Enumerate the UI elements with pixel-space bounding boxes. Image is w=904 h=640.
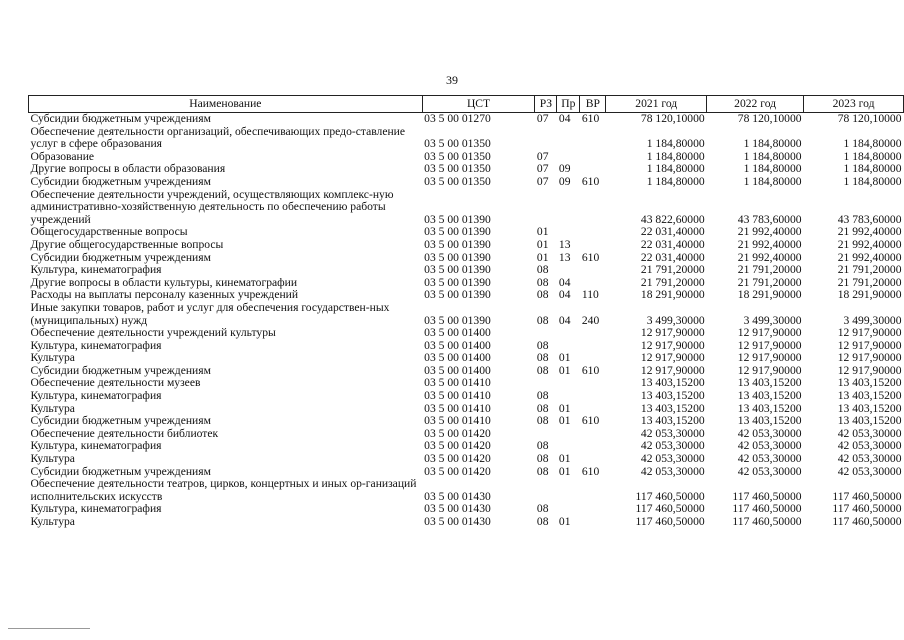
- cell-pr: 01: [558, 415, 571, 428]
- table-row: [29, 466, 904, 479]
- cell-vr: 240: [581, 313, 600, 327]
- cell-y2023: 1 184,80000: [843, 137, 902, 151]
- cell-cst: 03 5 00 01390: [424, 238, 491, 251]
- cell-rz: 08: [536, 289, 549, 302]
- cell-y2022: 21 992,40000: [737, 238, 802, 251]
- cell-rz: 01: [536, 251, 549, 264]
- cell-pr: 13: [558, 251, 571, 264]
- cell-y2021: 42 053,30000: [640, 440, 705, 453]
- cell-y2023: 21 992,40000: [837, 226, 902, 239]
- cell-y2022: 1 184,80000: [743, 175, 802, 188]
- cell-pr: 01: [558, 465, 571, 478]
- cell-y2022: 12 917,90000: [737, 327, 802, 340]
- table-row: [29, 453, 904, 466]
- cell-rz: 08: [536, 516, 549, 528]
- cell-cst: 03 5 00 01420: [424, 440, 491, 453]
- table-row: [29, 478, 904, 503]
- cell-rz: 08: [536, 415, 549, 428]
- cell-cst: 03 5 00 01390: [424, 289, 491, 302]
- cell-pr: [557, 126, 580, 151]
- cell-rz: 07: [536, 163, 549, 176]
- cell-y2021: 13 403,15200: [640, 377, 705, 390]
- table-row: [29, 403, 904, 416]
- cell-name: Общегосударственные вопросы: [30, 226, 188, 239]
- cell-rz: 08: [536, 313, 549, 327]
- cell-name: Культура, кинематография: [30, 503, 162, 516]
- cell-y2023: 18 291,90000: [837, 289, 902, 302]
- table-row: [29, 189, 904, 227]
- cell-vr: [580, 277, 606, 290]
- cell-rz: 08: [536, 352, 549, 365]
- cell-y2021: 3 499,30000: [646, 313, 705, 327]
- cell-name: Культура, кинематография: [30, 390, 162, 403]
- cell-y2023: 117 460,50000: [832, 489, 902, 503]
- cell-name: Культура, кинематография: [30, 339, 162, 352]
- cell-cst: 03 5 00 01350: [424, 150, 491, 163]
- cell-vr: 610: [581, 465, 600, 478]
- cell-name: Культура: [30, 516, 75, 528]
- cell-y2021: 22 031,40000: [640, 251, 705, 264]
- cell-cst: 03 5 00 01270: [424, 112, 491, 125]
- cell-y2021: 13 403,15200: [640, 402, 705, 415]
- cell-rz: 07: [536, 112, 549, 125]
- cell-vr: [580, 377, 606, 390]
- cell-pr: [557, 440, 580, 453]
- cell-y2022: 1 184,80000: [743, 163, 802, 176]
- page-number: 39: [446, 73, 458, 87]
- cell-name: Другие общегосударственные вопросы: [30, 238, 224, 251]
- cell-rz: 08: [536, 364, 549, 377]
- table-row: [29, 428, 904, 441]
- cell-y2021: 13 403,15200: [640, 390, 705, 403]
- cell-vr: [580, 163, 606, 176]
- cell-y2023: 13 403,15200: [837, 390, 902, 403]
- cell-cst: 03 5 00 01400: [424, 352, 491, 365]
- cell-y2021: 12 917,90000: [640, 339, 705, 352]
- cell-pr: [557, 264, 580, 277]
- cell-vr: [580, 390, 606, 403]
- table-row: [29, 252, 904, 265]
- table-row: [29, 113, 904, 126]
- cell-y2022: 21 791,20000: [737, 264, 802, 277]
- cell-pr: 04: [558, 313, 571, 327]
- cell-pr: 01: [558, 352, 571, 365]
- cell-cst: 03 5 00 01420: [424, 453, 491, 466]
- cell-y2021: 12 917,90000: [640, 352, 705, 365]
- cell-y2023: 13 403,15200: [837, 402, 902, 415]
- cell-y2023: 21 992,40000: [837, 238, 902, 251]
- table-row: [29, 440, 904, 453]
- cell-y2023: 12 917,90000: [837, 364, 902, 377]
- cell-y2022: 13 403,15200: [737, 377, 802, 390]
- cell-pr: 13: [558, 238, 571, 251]
- cell-rz: 08: [536, 465, 549, 478]
- cell-pr: [557, 428, 580, 441]
- cell-vr: [580, 428, 606, 441]
- cell-y2023: 12 917,90000: [837, 352, 902, 365]
- cell-vr: [580, 151, 606, 164]
- table-row: [29, 176, 904, 189]
- table-row: [29, 277, 904, 290]
- table-row: [29, 390, 904, 403]
- table-row: [29, 264, 904, 277]
- cell-rz: 08: [536, 503, 549, 516]
- cell-rz: 01: [536, 226, 549, 239]
- cell-y2021: 42 053,30000: [640, 427, 705, 440]
- cell-y2021: 18 291,90000: [640, 289, 705, 302]
- header-2022: 2022 год: [707, 96, 804, 113]
- cell-vr: [580, 516, 606, 529]
- cell-cst: 03 5 00 01350: [424, 175, 491, 188]
- table-row: [29, 226, 904, 239]
- cell-pr: [557, 390, 580, 403]
- cell-y2022: 78 120,10000: [737, 112, 802, 125]
- cell-name: Обеспечение деятельности организаций, обеспечивающих предо-ставление услуг в сфере образования: [30, 125, 406, 151]
- cell-pr: [557, 151, 580, 164]
- cell-name: Культура, кинематография: [30, 264, 162, 277]
- cell-y2023: 43 783,60000: [837, 212, 902, 226]
- table-row: [29, 340, 904, 353]
- table-row: [29, 239, 904, 252]
- cell-name: Обеспечение деятельности театров, цирков, концертных и иных ор-ганизаций исполнительских искусств: [30, 478, 417, 503]
- cell-vr: [580, 403, 606, 416]
- cell-y2022: 117 460,50000: [732, 489, 802, 503]
- cell-y2022: 1 184,80000: [743, 150, 802, 163]
- table-row: [29, 503, 904, 516]
- cell-y2022: 18 291,90000: [737, 289, 802, 302]
- cell-cst: 03 5 00 01420: [424, 465, 491, 478]
- table-row: [29, 289, 904, 302]
- cell-cst: 03 5 00 01390: [424, 264, 491, 277]
- cell-cst: 03 5 00 01400: [424, 327, 491, 340]
- page-edge-line: [8, 628, 90, 629]
- table-row: [29, 365, 904, 378]
- cell-y2022: 21 992,40000: [737, 251, 802, 264]
- cell-y2023: 117 460,50000: [832, 503, 902, 516]
- cell-y2021: 42 053,30000: [640, 465, 705, 478]
- cell-vr: [580, 189, 606, 227]
- cell-cst: 03 5 00 01390: [424, 251, 491, 264]
- cell-pr: 04: [558, 112, 571, 125]
- cell-name: Обеспечение деятельности библиотек: [30, 427, 219, 440]
- cell-rz: [535, 126, 557, 151]
- cell-pr: 01: [558, 364, 571, 377]
- cell-y2021: 1 184,80000: [646, 150, 705, 163]
- cell-y2023: 12 917,90000: [837, 339, 902, 352]
- cell-rz: [535, 189, 557, 227]
- cell-vr: 110: [581, 289, 599, 302]
- cell-vr: 610: [581, 364, 600, 377]
- cell-y2023: 21 992,40000: [837, 251, 902, 264]
- table-row: [29, 163, 904, 176]
- cell-cst: 03 5 00 01390: [424, 212, 491, 226]
- cell-cst: 03 5 00 01400: [424, 339, 491, 352]
- cell-y2023: 1 184,80000: [843, 150, 902, 163]
- cell-name: Обеспечение деятельности музеев: [30, 377, 201, 390]
- cell-name: Культура: [30, 402, 75, 415]
- cell-pr: [557, 226, 580, 239]
- cell-name: Субсидии бюджетным учреждениям: [30, 112, 211, 125]
- cell-name: Иные закупки товаров, работ и услуг для обеспечения государствен-ных (муниципальных) нужд: [30, 301, 390, 327]
- cell-pr: 01: [558, 453, 571, 466]
- header-name: Наименование: [29, 96, 423, 113]
- table-row: [29, 126, 904, 151]
- header-2021: 2021 год: [606, 96, 707, 113]
- cell-y2022: 42 053,30000: [737, 465, 802, 478]
- table-row: [29, 327, 904, 340]
- cell-pr: [557, 478, 580, 503]
- cell-pr: [557, 377, 580, 390]
- cell-y2023: 13 403,15200: [837, 377, 902, 390]
- cell-rz: 08: [536, 402, 549, 415]
- cell-y2022: 3 499,30000: [743, 313, 802, 327]
- cell-rz: 08: [536, 453, 549, 466]
- cell-vr: [580, 352, 606, 365]
- cell-rz: 08: [536, 264, 549, 277]
- cell-cst: 03 5 00 01430: [424, 516, 491, 528]
- cell-y2021: 12 917,90000: [640, 364, 705, 377]
- cell-name: Субсидии бюджетным учреждениям: [30, 251, 211, 264]
- cell-y2022: 21 791,20000: [737, 276, 802, 289]
- cell-y2022: 1 184,80000: [743, 137, 802, 151]
- cell-cst: 03 5 00 01430: [424, 489, 491, 503]
- cell-y2023: 1 184,80000: [843, 175, 902, 188]
- cell-y2022: 43 783,60000: [737, 212, 802, 226]
- cell-y2023: 3 499,30000: [843, 313, 902, 327]
- cell-y2023: 21 791,20000: [837, 264, 902, 277]
- cell-y2022: 13 403,15200: [737, 390, 802, 403]
- header-2023: 2023 год: [804, 96, 904, 113]
- cell-y2023: 42 053,30000: [837, 440, 902, 453]
- cell-y2023: 117 460,50000: [832, 516, 902, 528]
- cell-y2021: 117 460,50000: [635, 489, 705, 503]
- header-rz: РЗ: [535, 96, 557, 113]
- cell-rz: 08: [536, 390, 549, 403]
- cell-vr: 610: [581, 175, 600, 188]
- cell-pr: 01: [558, 402, 571, 415]
- cell-y2023: 21 791,20000: [837, 276, 902, 289]
- cell-cst: 03 5 00 01390: [424, 226, 491, 239]
- cell-y2022: 21 992,40000: [737, 226, 802, 239]
- cell-name: Культура, кинематография: [30, 440, 162, 453]
- budget-table: [28, 95, 904, 529]
- cell-cst: 03 5 00 01390: [424, 276, 491, 289]
- table-row: [29, 415, 904, 428]
- cell-rz: 07: [536, 150, 549, 163]
- cell-y2021: 12 917,90000: [640, 327, 705, 340]
- cell-cst: 03 5 00 01410: [424, 415, 491, 428]
- cell-y2021: 78 120,10000: [640, 112, 705, 125]
- header-pr: Пр: [557, 96, 580, 113]
- cell-vr: 610: [581, 112, 600, 125]
- cell-rz: 08: [536, 440, 549, 453]
- cell-y2021: 117 460,50000: [635, 503, 705, 516]
- cell-y2023: 1 184,80000: [843, 163, 902, 176]
- cell-y2021: 21 791,20000: [640, 276, 705, 289]
- cell-cst: 03 5 00 01350: [424, 163, 491, 176]
- table-row: [29, 377, 904, 390]
- cell-name: Обеспечение деятельности учреждений культуры: [30, 327, 276, 340]
- cell-y2021: 1 184,80000: [646, 163, 705, 176]
- cell-y2023: 42 053,30000: [837, 453, 902, 466]
- cell-y2021: 1 184,80000: [646, 137, 705, 151]
- cell-vr: [580, 340, 606, 353]
- cell-pr: 09: [558, 163, 571, 176]
- cell-pr: 04: [558, 289, 571, 302]
- cell-vr: [580, 239, 606, 252]
- cell-cst: 03 5 00 01350: [424, 137, 491, 151]
- cell-name: Другие вопросы в области культуры, кинематографии: [30, 276, 298, 289]
- cell-name: Образование: [30, 150, 95, 163]
- cell-pr: [557, 189, 580, 227]
- cell-rz: 01: [536, 238, 549, 251]
- header-cst: ЦСТ: [422, 96, 535, 113]
- cell-cst: 03 5 00 01430: [424, 503, 491, 516]
- cell-pr: 01: [558, 516, 571, 528]
- cell-vr: [580, 126, 606, 151]
- cell-cst: 03 5 00 01410: [424, 390, 491, 403]
- cell-y2021: 43 822,60000: [640, 212, 705, 226]
- cell-y2023: 42 053,30000: [837, 465, 902, 478]
- cell-y2022: 13 403,15200: [737, 402, 802, 415]
- cell-y2021: 21 791,20000: [640, 264, 705, 277]
- cell-y2022: 42 053,30000: [737, 453, 802, 466]
- cell-pr: [557, 503, 580, 516]
- cell-y2021: 22 031,40000: [640, 226, 705, 239]
- cell-name: Обеспечение деятельности учреждений, осуществляющих комплекс-ную административно-хозяйственную деятельность по обеспечению работы учреждений: [30, 188, 394, 226]
- cell-y2021: 22 031,40000: [640, 238, 705, 251]
- cell-y2022: 42 053,30000: [737, 440, 802, 453]
- table-body: [29, 113, 904, 529]
- cell-cst: 03 5 00 01400: [424, 364, 491, 377]
- table-row: [29, 151, 904, 164]
- cell-cst: 03 5 00 01410: [424, 377, 491, 390]
- cell-rz: 08: [536, 339, 549, 352]
- cell-rz: [535, 377, 557, 390]
- cell-y2022: 12 917,90000: [737, 364, 802, 377]
- cell-y2023: 13 403,15200: [837, 415, 902, 428]
- cell-pr: [557, 327, 580, 340]
- cell-y2022: 117 460,50000: [732, 516, 802, 528]
- cell-y2023: 12 917,90000: [837, 327, 902, 340]
- cell-y2021: 13 403,15200: [640, 415, 705, 428]
- cell-y2022: 13 403,15200: [737, 415, 802, 428]
- cell-y2021: 1 184,80000: [646, 175, 705, 188]
- cell-y2021: 42 053,30000: [640, 453, 705, 466]
- cell-name: Субсидии бюджетным учреждениям: [30, 175, 211, 188]
- cell-cst: 03 5 00 01390: [424, 313, 491, 327]
- cell-vr: [580, 453, 606, 466]
- cell-y2021: 117 460,50000: [635, 516, 705, 528]
- cell-pr: 04: [558, 276, 571, 289]
- cell-name: Субсидии бюджетным учреждениям: [30, 465, 211, 478]
- header-vr: ВР: [580, 96, 606, 113]
- cell-rz: 08: [536, 276, 549, 289]
- cell-y2022: 12 917,90000: [737, 339, 802, 352]
- table-header-row: [29, 96, 904, 113]
- cell-name: Культура: [30, 453, 75, 466]
- table-row: [29, 352, 904, 365]
- cell-y2022: 42 053,30000: [737, 427, 802, 440]
- cell-vr: 610: [581, 251, 600, 264]
- table-row: [29, 302, 904, 327]
- cell-name: Субсидии бюджетным учреждениям: [30, 415, 211, 428]
- cell-y2022: 117 460,50000: [732, 503, 802, 516]
- cell-pr: [557, 340, 580, 353]
- cell-name: Другие вопросы в области образования: [30, 163, 226, 176]
- cell-name: Культура: [30, 352, 75, 365]
- cell-rz: 07: [536, 175, 549, 188]
- cell-name: Субсидии бюджетным учреждениям: [30, 364, 211, 377]
- cell-y2023: 42 053,30000: [837, 427, 902, 440]
- cell-y2022: 12 917,90000: [737, 352, 802, 365]
- cell-rz: [535, 327, 557, 340]
- cell-name: Расходы на выплаты персоналу казенных учреждений: [30, 289, 299, 302]
- cell-vr: [580, 478, 606, 503]
- cell-cst: 03 5 00 01420: [424, 427, 491, 440]
- cell-vr: [580, 327, 606, 340]
- cell-pr: 09: [558, 175, 571, 188]
- table-row: [29, 516, 904, 529]
- cell-vr: [580, 440, 606, 453]
- cell-cst: 03 5 00 01410: [424, 402, 491, 415]
- cell-rz: [535, 478, 557, 503]
- cell-vr: [580, 264, 606, 277]
- cell-y2023: 78 120,10000: [837, 112, 902, 125]
- cell-vr: 610: [581, 415, 600, 428]
- cell-rz: [535, 428, 557, 441]
- cell-vr: [580, 226, 606, 239]
- cell-vr: [580, 503, 606, 516]
